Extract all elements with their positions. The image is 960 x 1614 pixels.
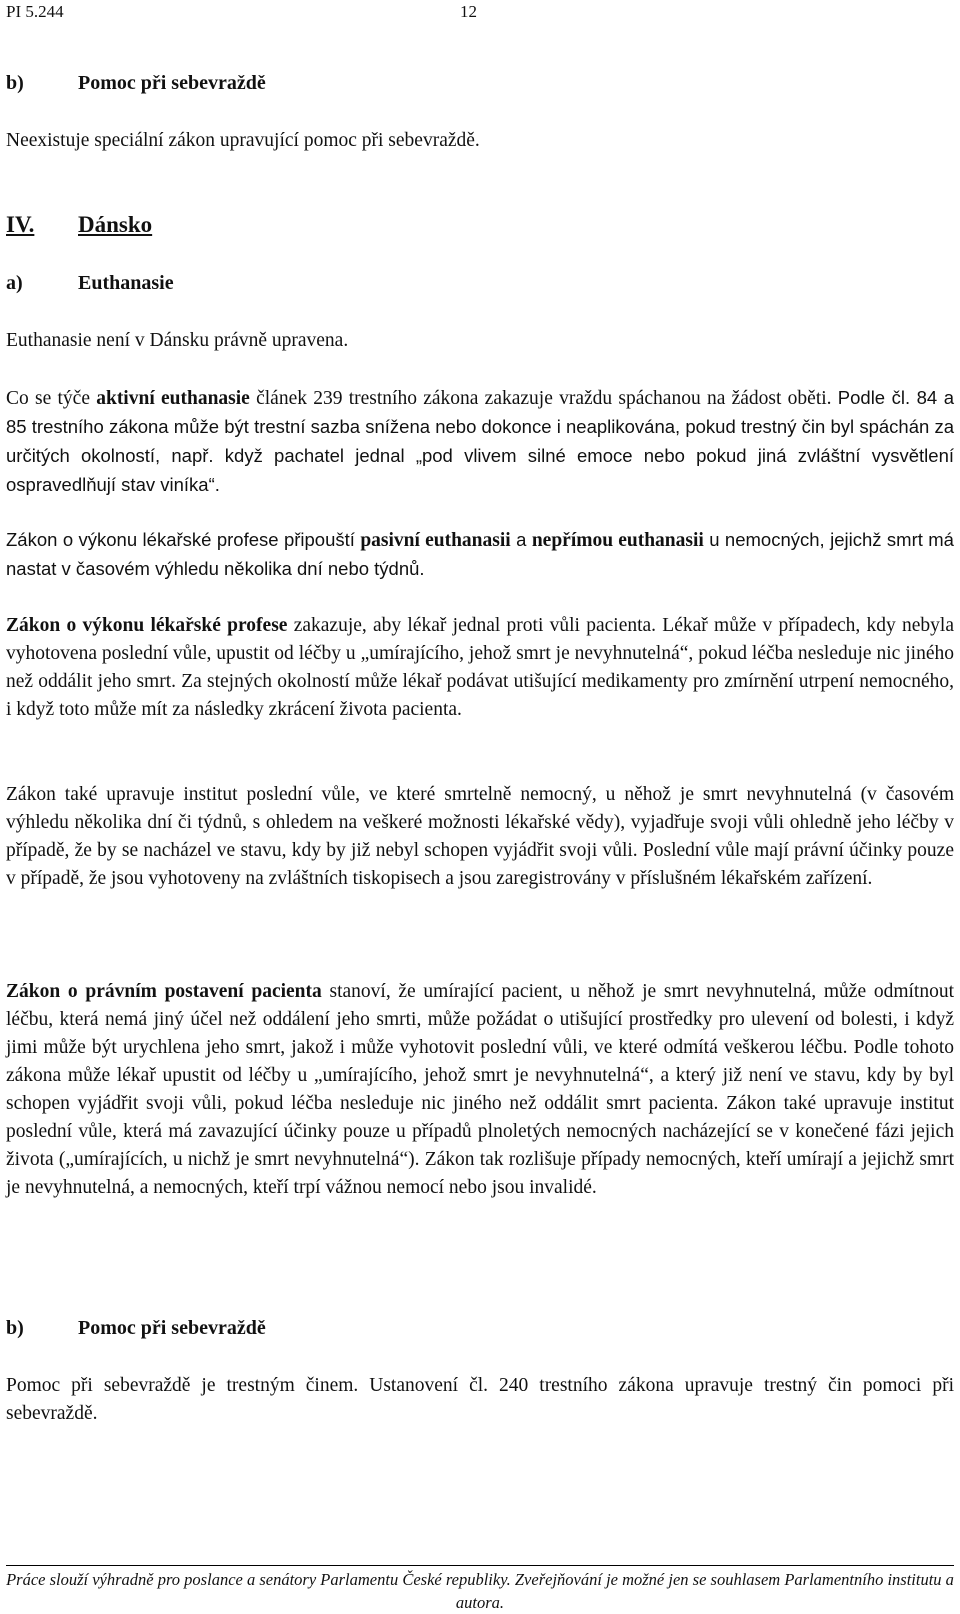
paragraph-living-will: Zákon také upravuje institut poslední vůle, ve které smrtelně nemocný, u něhož je smrt nevyhnutelná (v časovém výhledu několika dní či týdnů, s ohledem na veškeré možnosti lékařské vědy), vyjadřuje svoji vůli ohledně jeho léčby v případě, že by se nacházel ve stavu, kdy by již nebyl schopen vyjádřit svoji vůli. Poslední vůle mají právní účinky pouze v případě, že jsou vyhotoveny na zvláštních tiskopisech a jsou zaregistrovány v příslušném lékařském zařízení. xyxy=(6,784,954,889)
section-heading-assisted-suicide-1 xyxy=(6,72,266,95)
document-id: PI 5.244 xyxy=(6,2,64,21)
paragraph-active-euthanasia: Co se týče aktivní euthanasie článek 239 trestního zákona zakazuje vraždu spáchanou na žádost oběti. Podle čl. 84 a 85 trestního zákona může být trestní sazba snížena nebo dokonce i neaplikována, pokud trestný čin byl spáchán za určitých okolností, např. když pachatel jednal „pod vlivem silné emoce nebo pokud jiná zvláštní vysvětlení ospravedlňují stav viníka“. xyxy=(6,387,954,495)
paragraph: Euthanasie není v Dánsku právně upravena. xyxy=(6,330,349,351)
section-number: b) xyxy=(6,72,24,94)
chapter-title: Dánsko xyxy=(78,212,153,237)
page-number: 12 xyxy=(460,2,477,21)
section-title: Pomoc při sebevraždě xyxy=(78,1317,266,1339)
section-title: Pomoc při sebevraždě xyxy=(78,72,266,94)
section-heading-euthanasia xyxy=(6,272,174,295)
paragraph: Neexistuje speciální zákon upravující pomoc při sebevraždě. xyxy=(6,130,480,151)
chapter-heading xyxy=(6,212,152,238)
paragraph: Pomoc při sebevraždě je trestným činem. Ustanovení čl. 240 trestního zákona upravuje trestný čin pomoci při sebevraždě. xyxy=(6,1375,954,1424)
section-number: b) xyxy=(6,1317,24,1339)
section-number: a) xyxy=(6,272,23,294)
footer-notice: Práce slouží výhradně pro poslance a senátory Parlamentu České republiky. Zveřejňování je možné jen se souhlasem Parlamentního institutu a autora. xyxy=(6,1570,954,1612)
section-title: Euthanasie xyxy=(78,272,174,294)
chapter-number: IV. xyxy=(6,212,35,237)
paragraph-patient-rights-act: Zákon o právním postavení pacienta stanoví, že umírající pacient, u něhož je smrt nevyhnutelná, může odmítnout léčbu, která nemá jiný účel než oddálení jeho smrti, může požádat o utišující prostředky pro ulevení od bolesti, i když jimi může být urychlena jeho smrt, jakož i může vyhotovit poslední vůli, ve které odmítá veškerou léčbu. Podle tohoto zákona může lékař upustit od léčby u „umírajícího, jehož smrt je nevyhnutelná“, a který již není ve stavu, kdy by byl schopen vyjádřit svoji vůli, pokud léčba nesleduje nic jiného než oddálit smrt pacienta. Zákon také upravuje institut poslední vůle, která má zavazující účinky pouze u případů plnoletých nemocných nacházející se v konečené fázi jejich života („umírajících, u nichž je smrt nevyhnutelná“). Zákon tak rozlišuje případy nemocných, kteří umírají a jejichž smrt je nevyhnutelná, a nemocných, kteří trpí vážnou nemocí nebo jsou invalidé. xyxy=(6,981,954,1198)
paragraph-passive-euthanasia: Zákon o výkonu lékařské profese připouští pasivní euthanasii a nepřímou euthanasii u nemocných, jejichž smrt má nastat v časovém výhledu několika dní nebo týdnů. xyxy=(6,529,954,579)
footer-divider xyxy=(6,1565,954,1566)
section-heading-assisted-suicide-2 xyxy=(6,1317,266,1340)
paragraph-medical-profession-act: Zákon o výkonu lékařské profese zakazuje, aby lékař jednal proti vůli pacienta. Lékař může v případech, kdy nebyla vyhotovena poslední vůle, upustit od léčby u „umírajícího, jehož smrt je nevyhnutelná“, pokud léčba nesleduje nic jiného než oddálit jeho smrt. Za stejných okolností může lékař podávat utišující medikamenty pro zmírnění utrpení nemocného, i když toto může mít za následky zkrácení života pacienta. xyxy=(6,615,954,720)
